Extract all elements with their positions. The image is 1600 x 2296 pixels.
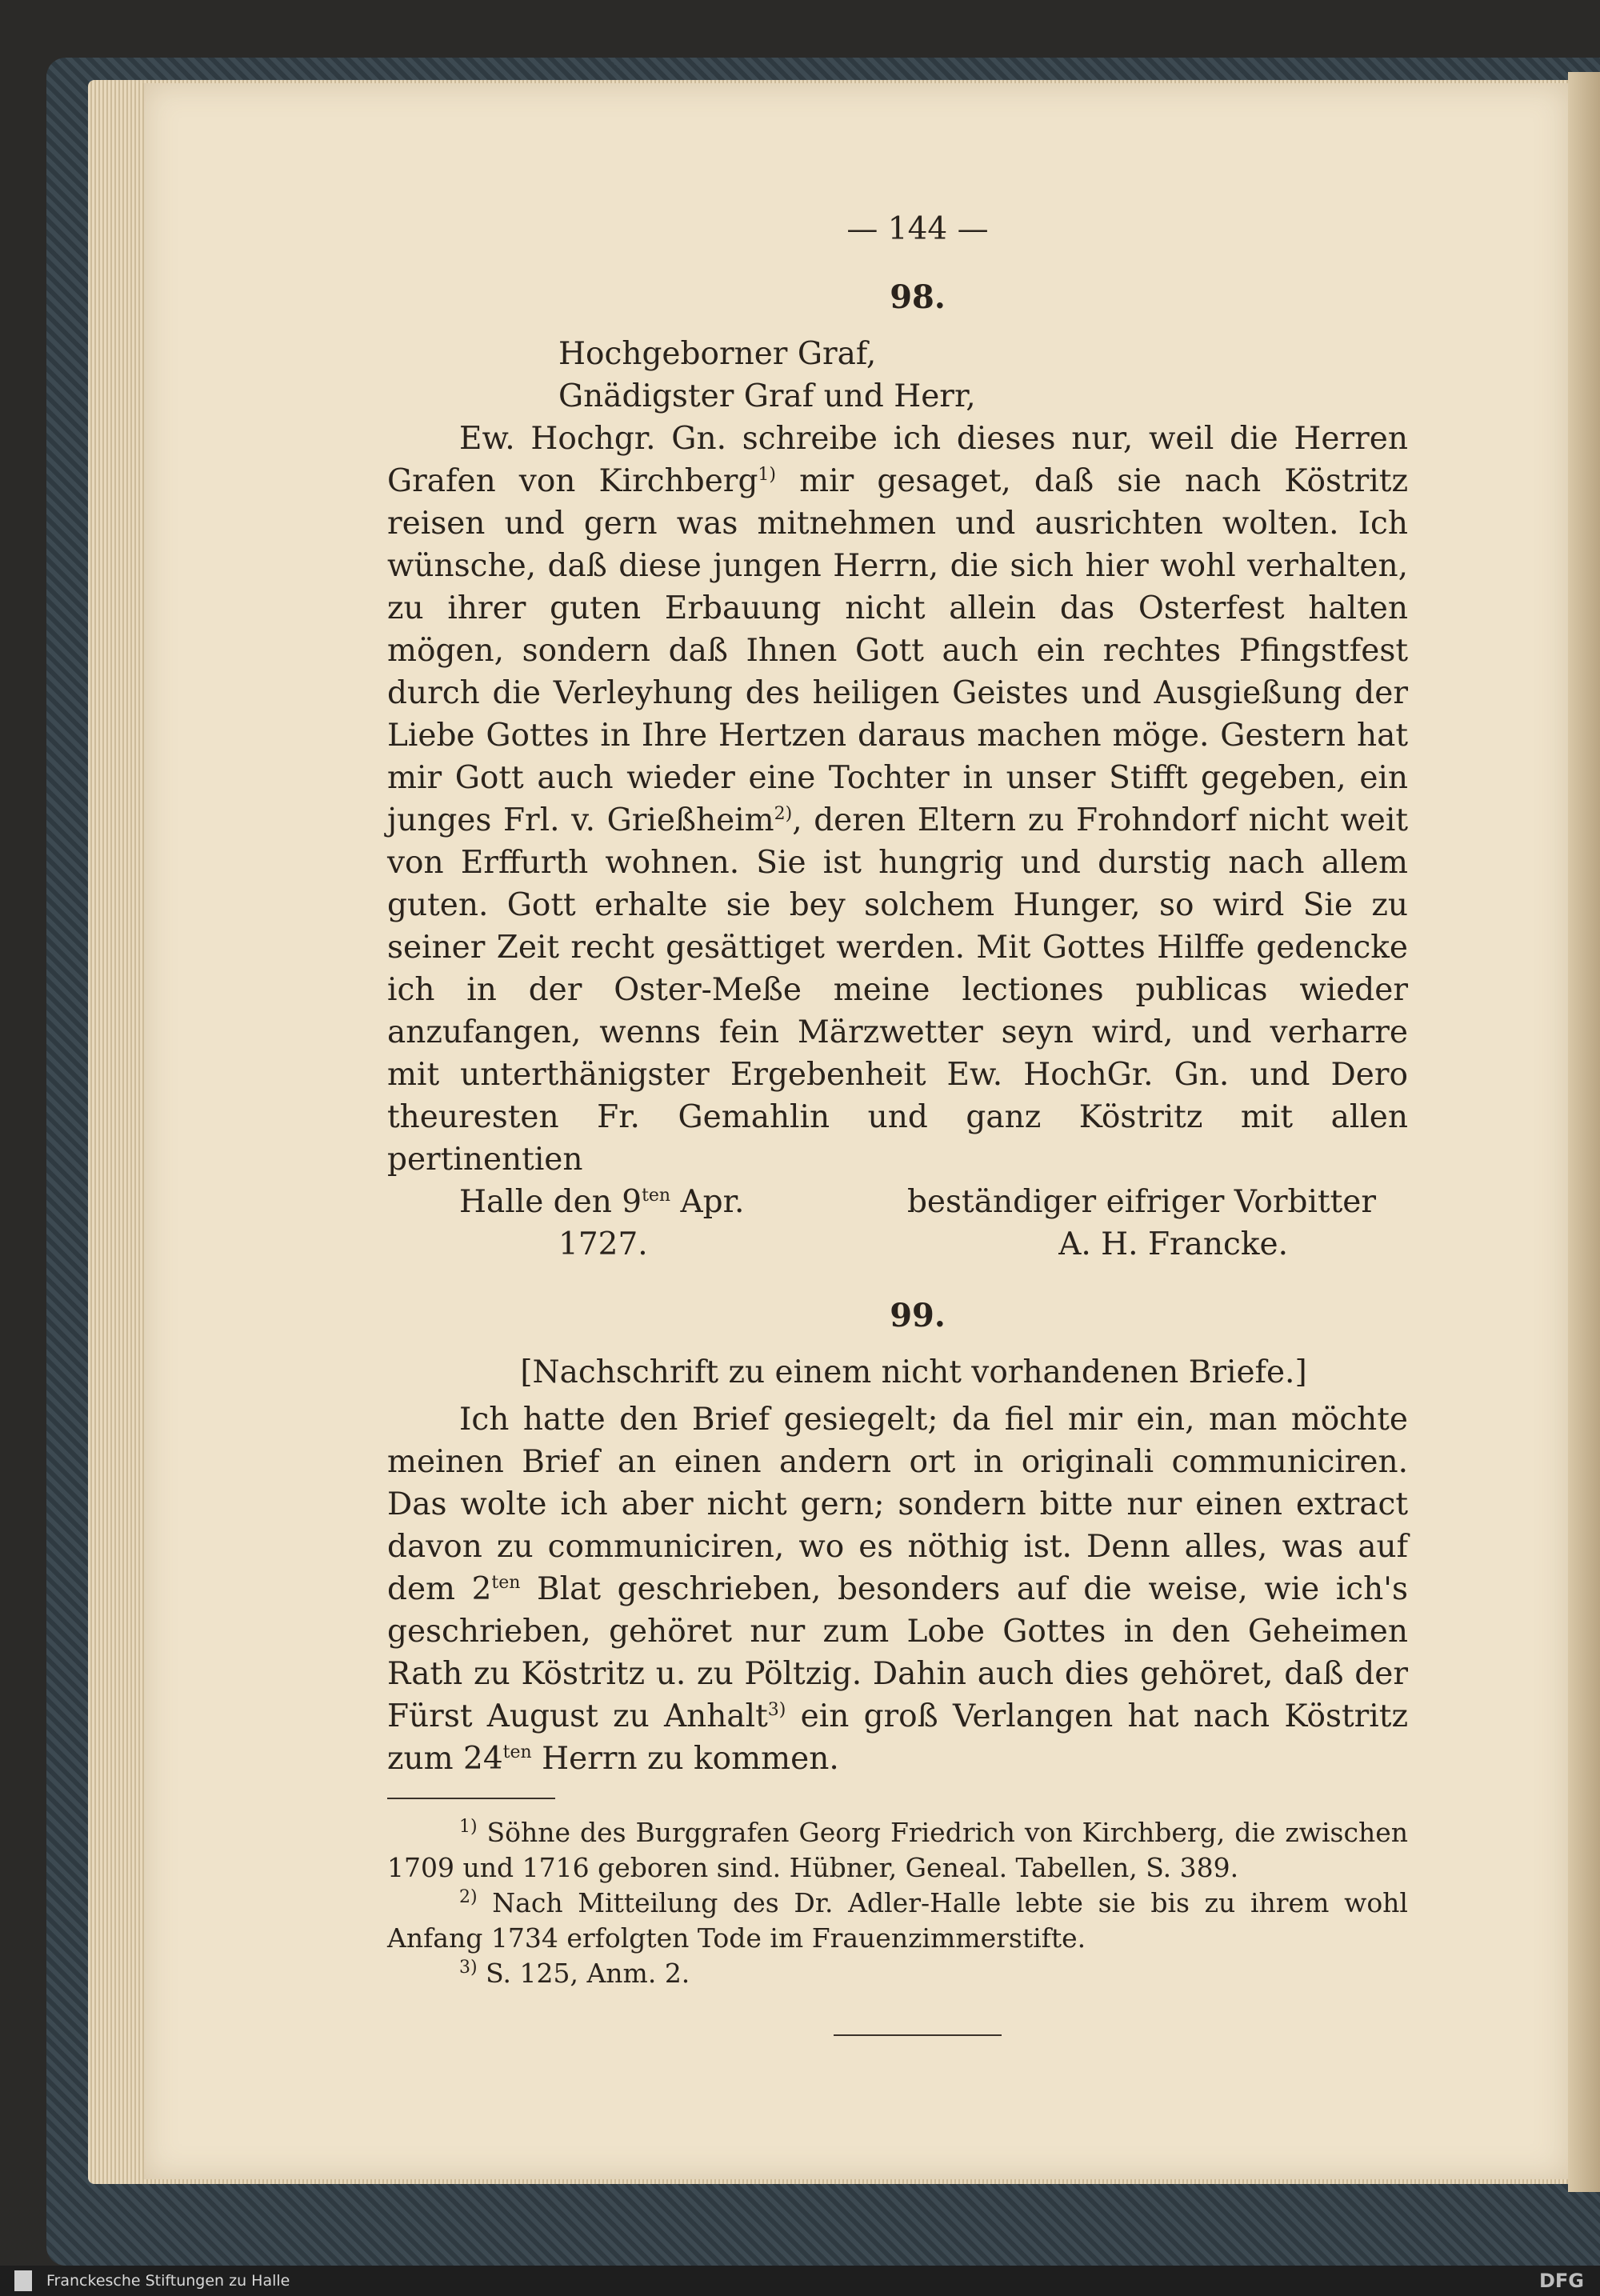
footnote-marker: 2) xyxy=(459,1887,478,1907)
place-date xyxy=(459,1181,744,1223)
footnote-ref-2: 2) xyxy=(774,804,793,824)
sup-ten: ten xyxy=(491,1573,521,1593)
signature: A. H. Francke. xyxy=(1058,1226,1288,1262)
letter-99-body xyxy=(387,1398,1408,1780)
date-month: Apr. xyxy=(670,1184,745,1220)
letter-98-body xyxy=(387,418,1408,1181)
body-text: , deren Eltern zu Frohndorf nicht weit von Erffurth wohnen. Sie ist hungrig und durstig nach allem guten. Gott erhalte sie bey solchem Hunger, so wird Sie zu seiner Zeit recht gesättiget werden. Mit Gottes Hilffe gedencke ich in der Oster-Meße meine lectiones publicas wieder anzufangen, wenns fein Märzwetter seyn wird, und verharre mit unterthänigster Ergebenheit Ew. HochGr. Gn. und Dero theuresten Fr. Gemahlin und ganz Köstritz mit allen pertinentien xyxy=(387,802,1408,1178)
institution-logo-icon xyxy=(14,2270,32,2291)
facing-page-edge xyxy=(1568,72,1600,2192)
place-date-text: Halle den 9 xyxy=(459,1184,642,1220)
body-text: Herrn zu kommen. xyxy=(531,1741,839,1777)
date-sup: ten xyxy=(642,1186,671,1206)
page-number: — 144 — xyxy=(846,211,989,247)
end-rule xyxy=(834,2034,1002,2036)
closing-phrase: beständiger eifriger Vorbitter xyxy=(906,1184,1376,1220)
footnote-marker: 3) xyxy=(459,1958,478,1978)
footnote-3 xyxy=(387,1956,1408,1991)
body-text: mir gesaget, daß sie nach Köstritz reisen und gern was mitnehmen und ausrichten wolten. Ich wünsche, daß diese jungen Herrn, die sich hier wohl verhalten, zu ihrer guten Erbauung nicht allein das Osterfest halten mögen, sondern daß Ihnen Gott auch ein rechtes Pfingstfest durch die Verleyhung des heiligen Geistes und Ausgießung der Liebe Gottes in Ihre Hertzen daraus machen möge. Gestern hat mir Gott auch wieder eine Tochter in unser Stifft gegeben, ein junges Frl. v. Grießheim xyxy=(387,463,1408,838)
salutation-line-1: Hochgeborner Graf, xyxy=(558,336,877,372)
footnote-marker: 1) xyxy=(459,1817,478,1837)
salutation-line-2: Gnädigster Graf und Herr, xyxy=(558,378,976,414)
body-text: Ew. Hochgr. Gn. schreibe ich dieses nur, weil die Herren Grafen von Kirchberg xyxy=(387,421,1408,499)
footnote-text: Söhne des Burggrafen Georg Friedrich von Kirchberg, die zwischen 1709 und 1716 geboren sind. Hübner, Geneal. Tabellen, S. 389. xyxy=(387,1817,1408,1883)
footnote-rule xyxy=(387,1798,555,1799)
year: 1727. xyxy=(558,1226,648,1262)
institution-name: Franckesche Stiftungen zu Halle xyxy=(46,2272,290,2290)
footnote-ref-3: 3) xyxy=(767,1700,786,1720)
closing-line-1 xyxy=(387,1181,1408,1223)
dfg-logo: DFG xyxy=(1538,2270,1584,2292)
page-text xyxy=(387,208,1408,2036)
letter-number-98: 98. xyxy=(890,278,946,316)
footnote-2 xyxy=(387,1886,1408,1956)
footnote-1 xyxy=(387,1815,1408,1886)
body-text: Ich hatte den Brief gesiegelt; da fiel mir ein, man möchte meinen Brief an einen andern ort in originali communiciren. Das wolte ich aber nicht gern; sondern bitte nur einen extract davon zu communiciren, wo es nöthig ist. Denn alles, was auf dem 2 xyxy=(387,1402,1408,1607)
viewer-footer xyxy=(0,2266,1600,2296)
body-text: Blat geschrieben, besonders auf die weise, wie ich's geschrieben, gehöret nur zum Lobe Gottes in den Geheimen Rath zu Köstritz u. zu Pöltzig. Dahin auch dies gehöret, daß der Fürst August zu Anhalt xyxy=(387,1571,1408,1734)
body-text: ein groß Verlangen hat nach Köstritz zum 24 xyxy=(387,1698,1409,1777)
footnotes xyxy=(387,1815,1408,1991)
closing-line-2 xyxy=(387,1223,1408,1266)
letter-number-99: 99. xyxy=(890,1297,946,1334)
sup-ten: ten xyxy=(502,1742,532,1762)
footnote-ref-1: 1) xyxy=(758,465,777,485)
letter-99-heading: [Nachschrift zu einem nicht vorhandenen Briefe.] xyxy=(520,1354,1307,1390)
footnote-text: Nach Mitteilung des Dr. Adler-Halle lebte sie bis zu ihrem wohl Anfang 1734 erfolgten Tode im Frauenzimmerstifte. xyxy=(387,1887,1408,1954)
footnote-text: S. 125, Anm. 2. xyxy=(477,1958,690,1989)
